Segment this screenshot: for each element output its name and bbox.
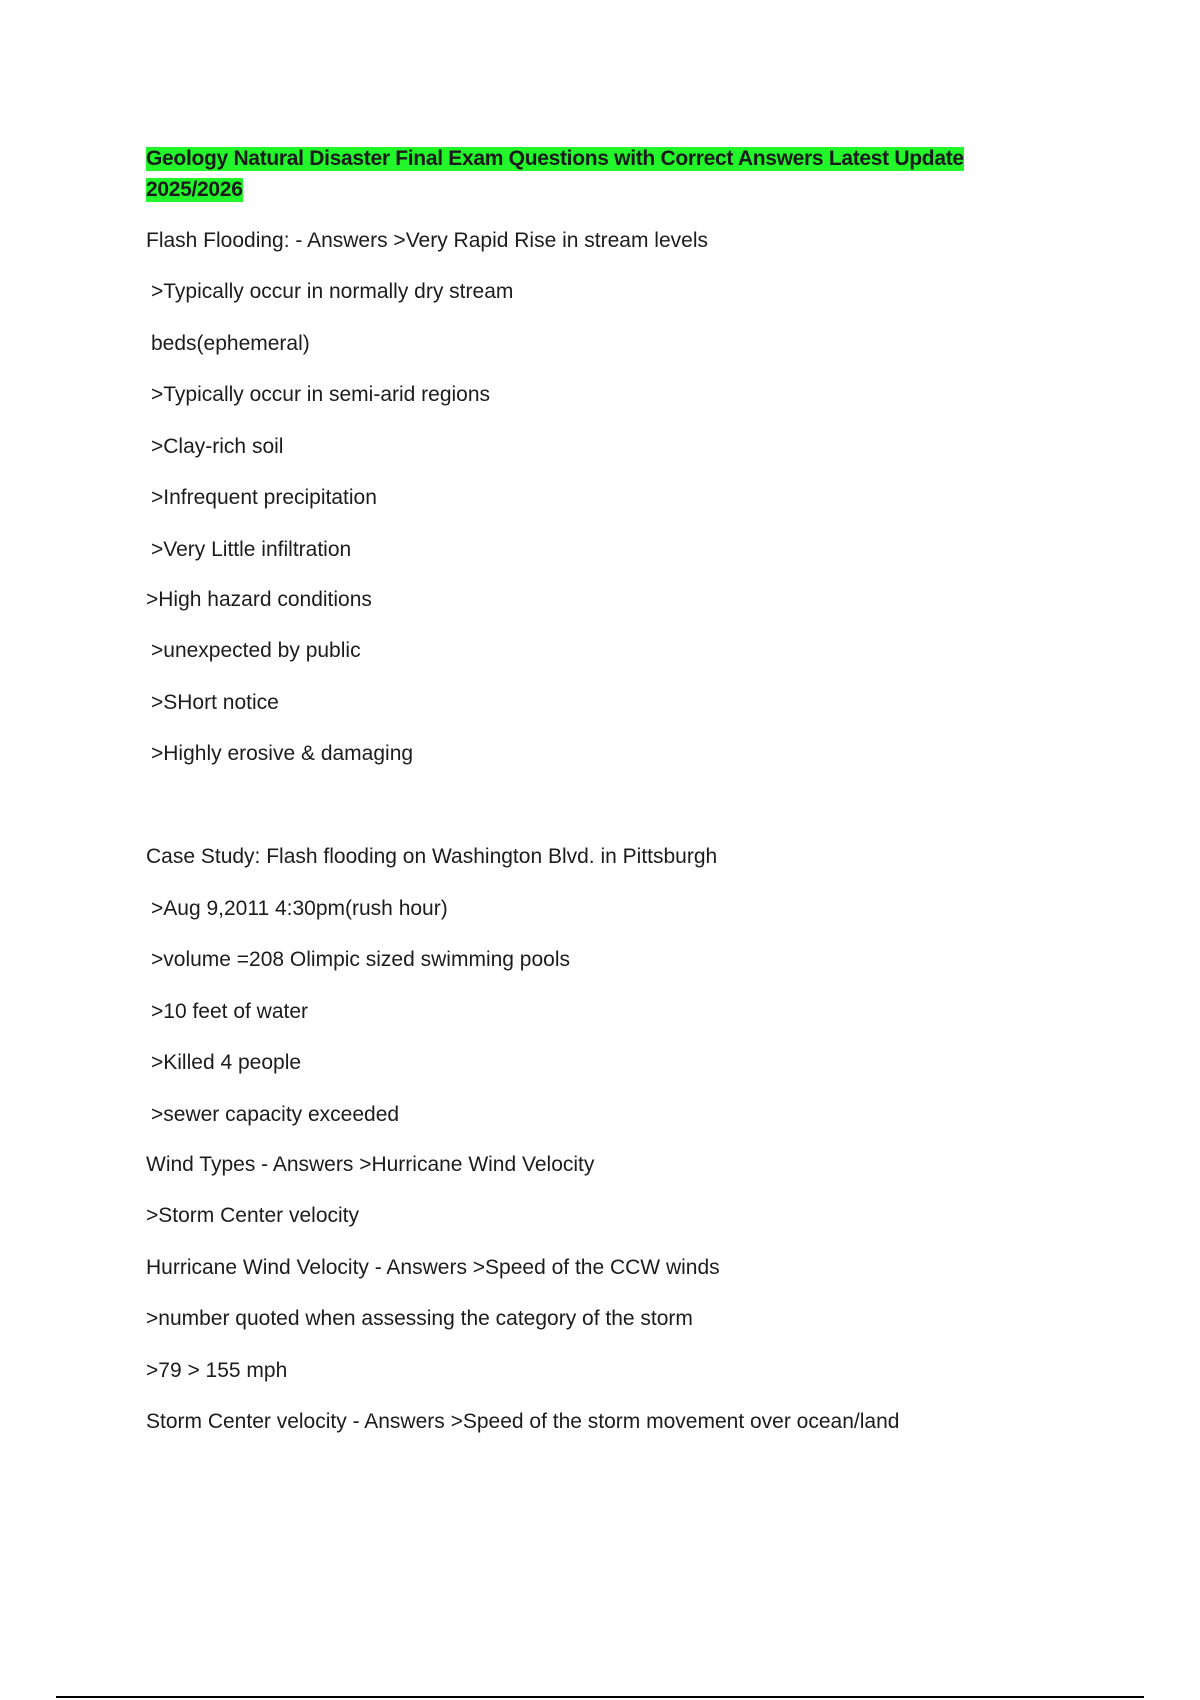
text-line-wind-types: Wind Types - Answers >Hurricane Wind Velocity (146, 1153, 595, 1176)
text-line: >Storm Center velocity (146, 1204, 359, 1227)
title-highlight: Geology Natural Disaster Final Exam Questions with Correct Answers Latest Update 2025/2026 (146, 147, 964, 201)
text-line: >Infrequent precipitation (151, 486, 377, 509)
text-line-hurricane-wind-velocity: Hurricane Wind Velocity - Answers >Speed of the CCW winds (146, 1256, 720, 1279)
text-line: >79 > 155 mph (146, 1359, 288, 1382)
text-line-flash-flooding: Flash Flooding: - Answers >Very Rapid Rise in stream levels (146, 229, 708, 252)
text-line: >Typically occur in semi-arid regions (151, 383, 491, 406)
text-line: >Very Little infiltration (151, 538, 352, 561)
text-line: >High hazard conditions (146, 588, 372, 611)
text-line: >Typically occur in normally dry stream (151, 280, 514, 303)
text-line: >volume =208 Olimpic sized swimming pools (151, 948, 571, 971)
text-line: >unexpected by public (151, 639, 361, 662)
text-line: >sewer capacity exceeded (151, 1103, 400, 1126)
text-line: >Killed 4 people (151, 1051, 302, 1074)
text-line: >number quoted when assessing the category of the storm (146, 1307, 693, 1330)
text-line: >SHort notice (151, 691, 279, 714)
document-title (146, 143, 1006, 205)
text-line-case-study: Case Study: Flash flooding on Washington Blvd. in Pittsburgh (146, 845, 718, 868)
text-line: >Aug 9,2011 4:30pm(rush hour) (151, 897, 448, 920)
text-line-storm-center-velocity: Storm Center velocity - Answers >Speed of the storm movement over ocean/land (146, 1410, 900, 1433)
page-bottom-rule (56, 1696, 1144, 1698)
text-line: >Highly erosive & damaging (151, 742, 414, 765)
text-line: >10 feet of water (151, 1000, 309, 1023)
text-line: beds(ephemeral) (151, 332, 310, 355)
text-line: >Clay-rich soil (151, 435, 284, 458)
